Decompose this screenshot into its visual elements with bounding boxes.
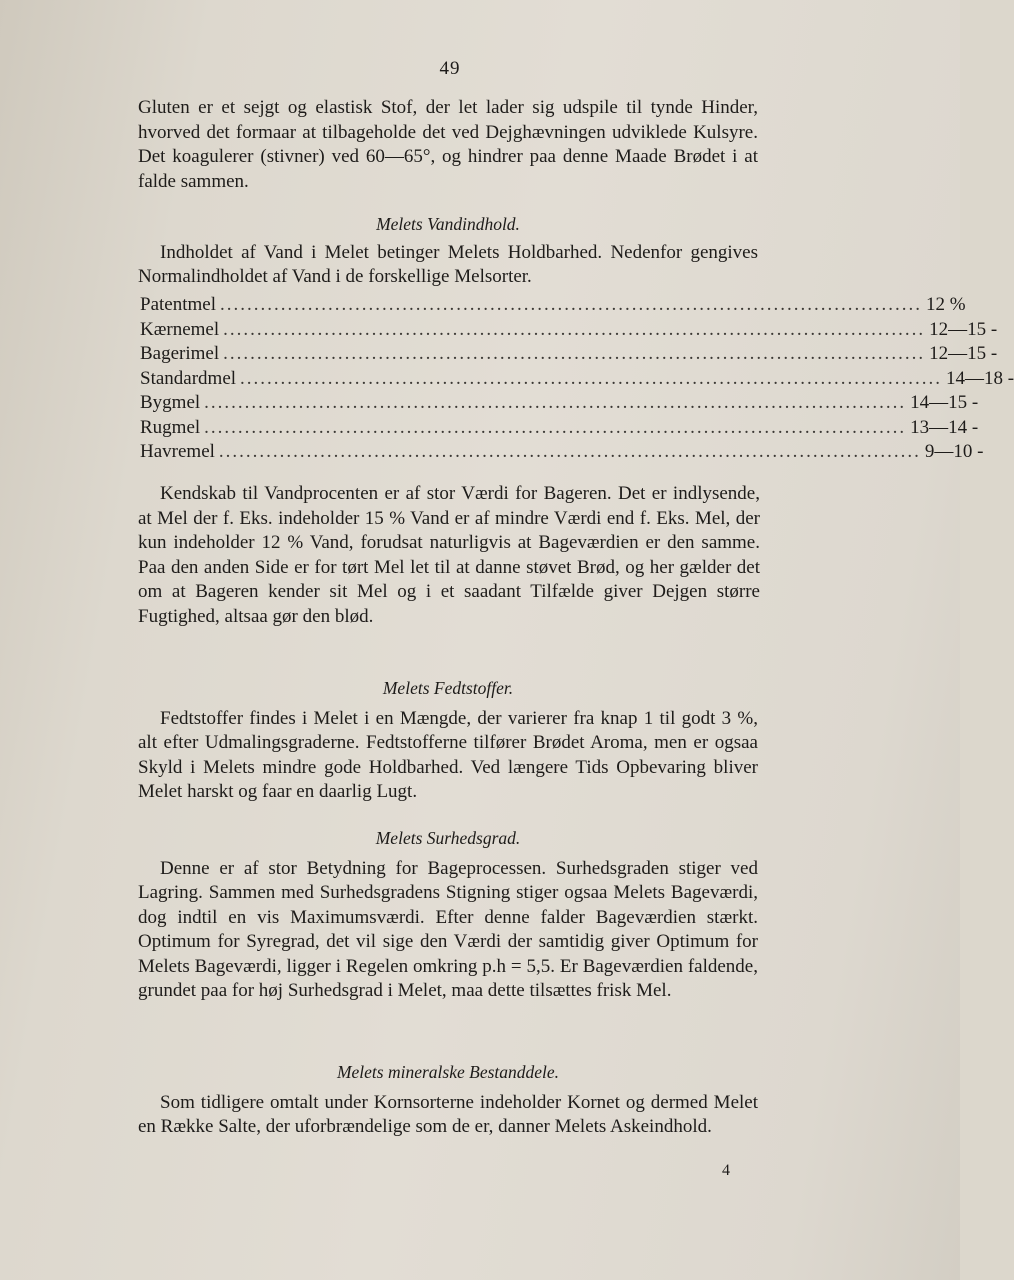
section-paragraph: Indholdet af Vand i Melet betinger Melets Holdbarhed. Nedenfor gengives Normalindholdet af Vand i de forskellige Melsorter. xyxy=(138,241,758,287)
water-value: 12—15 - xyxy=(929,318,998,340)
section-vandindhold xyxy=(138,212,758,290)
section-surhedsgrad xyxy=(138,826,758,1004)
after-table-paragraph: Kendskab til Vandprocenten er af stor Værdi for Bageren. Det er indlysende, at Mel der f. Eks. indeholder 15 % Vand er af mindre Værdi end f. Eks. Mel, der kun indeholder 12 % Vand, forudsat naturligvis at Bageværdien er den samme. Paa den anden Side er for tørt Mel let til at danne støvet Brød, og her gælder det om at Bageren kender sit Mel og i et saadant Tilfælde giver Dejgen større Fugtighed, altsaa gør den blød. xyxy=(138,483,760,627)
section-heading: Melets Fedtstoffer. xyxy=(382,678,514,698)
table-row xyxy=(140,416,979,442)
signature-mark: 4 xyxy=(722,1162,730,1179)
table-row xyxy=(140,294,966,319)
table-row xyxy=(140,441,984,466)
water-value: 13—14 - xyxy=(910,416,979,438)
section-mineralske xyxy=(138,1060,758,1140)
water-content-table xyxy=(140,294,1014,466)
leader-dots: ........................................................................................................ xyxy=(219,294,922,315)
water-value: 9—10 - xyxy=(924,441,984,462)
section-fedtstoffer xyxy=(138,676,758,805)
flour-name: Bagerimel xyxy=(140,343,220,364)
table-row xyxy=(140,367,1014,393)
water-value: 12—15 - xyxy=(929,343,998,364)
section-paragraph: Denne er af stor Betydning for Bageprocessen. Surhedsgraden stiger ved Lagring. Sammen med Surhedsgradens Stigning stiger ogsaa Melets Bageværdi, dog indtil en vis Maximumsværdi. Efter denne falder Bageværdien stærkt. Optimum for Syregrad, det vil sige den Værdi der samtidig giver Optimum for Melets Bageværdi, ligger i Regelen omkring p.h = 5,5. Er Bageværdien faldende, grundet paa for høj Surhedsgrad i Melet, maa dette tilsættes frisk Mel. xyxy=(138,857,758,1001)
flour-name: Kærnemel xyxy=(140,318,220,340)
page-number: 49 xyxy=(439,58,461,79)
after-table-block xyxy=(138,482,760,629)
water-value: 14—15 - xyxy=(910,392,979,413)
flour-name: Rugmel xyxy=(140,416,201,438)
intro-block xyxy=(138,96,758,194)
table-row xyxy=(140,392,979,417)
section-heading: Melets Vandindhold. xyxy=(376,214,520,234)
flour-name: Standardmel xyxy=(140,367,237,389)
table-row xyxy=(140,343,998,368)
water-value: 12 % xyxy=(925,294,966,315)
flour-name: Patentmel xyxy=(140,294,216,315)
section-paragraph: Fedtstoffer findes i Melet i en Mængde, der varierer fra knap 1 til godt 3 %, alt efter Udmalingsgraderne. Fedtstofferne tilfører Brødet Aroma, men er ogsaa Skyld i Melets mindre gode Holdbarhed. Ved længere Tids Opbevaring bliver Melet harskt og faar en daarlig Lugt. xyxy=(138,707,758,802)
leader-dots: ........................................................................................................ xyxy=(204,392,907,413)
flour-name: Havremel xyxy=(140,441,215,462)
section-heading: Melets Surhedsgrad. xyxy=(375,828,521,848)
leader-dots: ........................................................................................................ xyxy=(240,367,943,389)
leader-dots: ........................................................................................................ xyxy=(218,441,921,462)
flour-name: Bygmel xyxy=(140,392,201,413)
section-paragraph: Som tidligere omtalt under Kornsorterne indeholder Kornet og dermed Melet en Række Salte, der uforbrændelige som de er, danner Melets Askeindhold. xyxy=(138,1091,758,1137)
intro-paragraph: Gluten er et sejgt og elastisk Stof, der let lader sig udspile til tynde Hinder, hvorved det formaar at tilbageholde det ved Dejghævningen udviklede Kulsyre. Det koagulerer (stivner) ved 60—65°, og hindrer paa denne Maade Brødet i at falde sammen. xyxy=(138,97,758,192)
leader-dots: ........................................................................................................ xyxy=(223,343,926,364)
table-row xyxy=(140,318,998,344)
leader-dots: ........................................................................................................ xyxy=(204,416,907,438)
section-heading: Melets mineralske Bestanddele. xyxy=(336,1062,560,1082)
leader-dots: ........................................................................................................ xyxy=(223,318,926,340)
water-value: 14—18 - xyxy=(946,367,1014,389)
